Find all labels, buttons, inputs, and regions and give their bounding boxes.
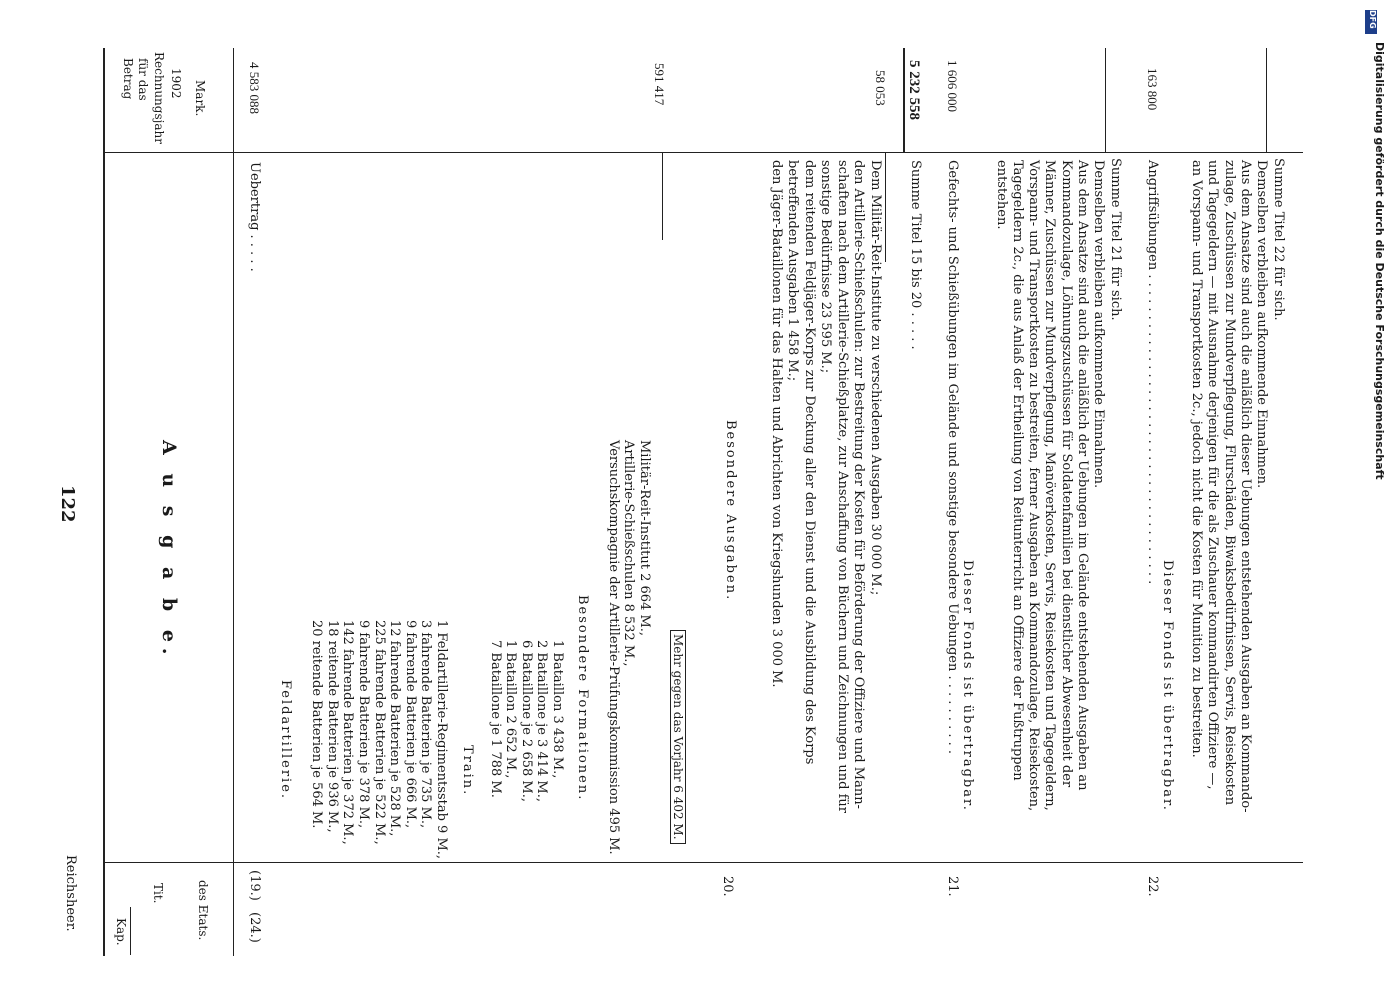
t21-line: Aus dem Ansatze sind auch die anläßlich der Uebungen im Gelände entstehenden Ausgaben an — [1074, 160, 1090, 791]
t22-line: und Tagegeldern — mit Ausnahme derjenigen für die als Zuschauer kommandirten Offiziere —, — [1205, 160, 1221, 790]
t22-line: an Vorspann- und Transportkosten 2c., jedoch nicht die Kosten für Munition zu bestreiten. — [1189, 160, 1205, 758]
feldartillerie-line: 3 fahrende Batterien je 735 M., — [418, 620, 434, 829]
summe-15-20-amount: 5 232 558 — [906, 60, 922, 120]
row19-kap: (24.) — [247, 912, 262, 943]
t22-line: Demselben verbleiben aufkommende Einnahmen. — [1254, 160, 1269, 489]
header-amount-label2: für das — [136, 58, 150, 101]
train-heading: Train. — [460, 745, 475, 797]
digitalization-note: Digitalisierung gefördert durch die Deutsche Forschungsgemeinschaft — [1373, 42, 1386, 480]
dfg-logo — [1365, 10, 1377, 34]
header-rule-inner — [233, 48, 234, 956]
amount-column-rule — [103, 152, 1303, 153]
t21-fonds: Dieser Fonds ist übertragbar. — [960, 560, 975, 812]
train-line: 7 Bataillone je 1 788 M. — [487, 640, 503, 798]
running-head: Reichsheer. — [63, 855, 78, 932]
t21-amount: 1 606 000 — [945, 60, 960, 112]
summe-21-label: Summe Titel 21 für sich. — [1108, 158, 1123, 321]
t20-sum-rule — [885, 152, 886, 262]
t21-line: entstehen. — [993, 160, 1009, 230]
summe-21-rule — [1105, 48, 1106, 152]
summe-22-label: Summe Titel 22 für sich. — [1271, 158, 1286, 321]
feldartillerie-line: 20 reitende Batterien je 564 M. — [309, 620, 325, 829]
header-rule — [103, 48, 105, 956]
t19-sum-rule — [662, 152, 663, 240]
tit-column-rule — [103, 862, 1303, 863]
t22-line: zulage, Zuschüssen zur Mundverpflegung, Flurschäden, Biwaksbedürfnissen, Servis, Reisekosten — [1221, 160, 1237, 806]
row20-tit: 20. — [720, 876, 735, 897]
t20-lines — [768, 160, 884, 860]
row21-tit: 21. — [945, 876, 960, 897]
section-title: A u s g a b e. — [158, 440, 180, 661]
besondere-line: Artillerie-Schießschulen 8 532 M., — [621, 440, 637, 667]
train-line: 1 Bataillon 3 438 M., — [550, 640, 565, 779]
t20-line: dem reitenden Feldjäger-Korps zur Deckung aller den Dienst und die Ausbildung des Korps — [802, 160, 817, 765]
t21-line: Kommandozulage, Löhnungszuschüssen für Soldatenfamilien bei dienstlicher Abwesenheit der — [1058, 160, 1074, 788]
t22-fonds: Dieser Fonds ist übertragbar. — [1160, 560, 1175, 812]
feldartillerie-line: 9 fahrende Batterien je 378 M., — [356, 620, 372, 829]
besondere-line: Versuchskompagnie der Artillerie-Prüfungskommission 495 M. — [605, 440, 621, 855]
t21-line: Tagegeldern 2c., die aus Anlaß der Ertheilung von Reitunterricht an Offiziere der Fußtruppen — [1009, 160, 1025, 781]
besondere-formationen-heading: Besondere Formationen. — [575, 595, 590, 802]
feldartillerie-line: 9 fahrende Batterien je 666 M., — [402, 620, 418, 829]
kap-tit-divider — [130, 907, 131, 955]
header-des-etats: des Etats. — [196, 880, 210, 941]
t22-amount: 163 800 — [1145, 68, 1160, 111]
header-amount-year: 1902 — [169, 68, 183, 99]
dfg-logo-text: DFG — [1368, 10, 1377, 29]
t21-lines — [993, 160, 1106, 860]
row22-tit: 22. — [1145, 876, 1160, 897]
summe-22-rule — [1266, 48, 1267, 152]
feldartillerie-line: 18 reitende Batterien je 936 M., — [324, 620, 340, 833]
besondere-lines — [605, 440, 652, 860]
t21-line: Demselben verbleiben aufkommende Einnahmen. — [1091, 160, 1106, 489]
mehr-note — [670, 630, 686, 844]
feldartillerie-line: 1 Feldartillerie-Regimentsstab 9 M., — [434, 620, 449, 860]
t20-amount: 58 053 — [873, 70, 888, 106]
header-kap: Kap. — [114, 918, 128, 946]
page-number: 122 — [57, 485, 78, 523]
t21-line: Männer, Zuschüssen zur Mundverpflegung, Manöverkosten, Servis, Reisekosten und Tagegeldern, — [1042, 160, 1058, 811]
t20-line: den Jäger-Bataillonen für das Halten und Abrichten von Kriegshunden 3 000 M. — [769, 160, 784, 688]
header-amount-label3: Rechnungsjahr — [152, 52, 166, 144]
train-line: 1 Bataillon 2 652 M., — [503, 640, 519, 779]
t22-title: Angriffsübungen . . . . . . . . . . . . . . . . . . . . . . . . . . . . . . . . . . . . . . — [1145, 160, 1160, 585]
train-line: 6 Bataillone je 2 658 M., — [518, 640, 534, 802]
besondere-ausgaben-heading: Besondere Ausgaben. — [723, 420, 738, 602]
t21-title: Gefechts- und Schießübungen im Gelände und sonstige besondere Uebungen . . . . . . . . . . — [945, 160, 960, 754]
train-line: 2 Bataillone je 3 414 M., — [534, 640, 550, 802]
t22-lines — [1188, 160, 1269, 860]
besondere-line: Militär-Reit-Institut 2 664 M., — [637, 440, 652, 637]
feldartillerie-line: 142 fahrende Batterien je 372 M., — [340, 620, 356, 845]
header-currency: Mark. — [193, 80, 207, 117]
feldartillerie-line: 12 fahrende Batterien je 528 M., — [387, 620, 403, 837]
t21-line: Vorspann- und Transportkosten zu bestreiten, ferner Ausgaben an Kommandozulage, Reisekosten, — [1026, 160, 1042, 812]
header-tit: Tit. — [151, 883, 165, 904]
feldartillerie-line: 225 fahrende Batterien je 522 M., — [371, 620, 387, 845]
t20-line: betreffenden Ausgaben 1 458 M.; — [785, 160, 801, 382]
t19-amount: 591 417 — [652, 63, 667, 106]
t20-line: den Artillerie-Schießschulen: zur Bestreitung der Kosten für Beförderung der Offiziere und Mann- — [851, 160, 867, 809]
train-lines — [487, 640, 565, 870]
feldartillerie-lines — [309, 620, 449, 880]
t20-line: Dem Militär-Reit-Institute zu verschiedenen Ausgaben 30 000 M.; — [868, 160, 883, 596]
summe-15-20-label: Summe Titel 15 bis 20 . . . . . — [908, 160, 923, 350]
row19-tit: (19.) — [247, 870, 262, 901]
uebertrag-label: Uebertrag . . . . . — [247, 162, 262, 272]
uebertrag-amount: 4 583 088 — [247, 62, 262, 114]
t20-line: sonstige Bedürfnisse 23 595 M.; — [818, 160, 834, 374]
t22-line: Aus dem Ansatze sind auch die anläßlich dieser Uebungen entstehenden Ausgaben an Kommando- — [1237, 160, 1253, 813]
t20-line: schaften nach dem Artillerie-Schießplatze, zur Anschaffung von Büchern und Zeichnungen und für — [835, 160, 850, 813]
header-amount-label: Betrag — [121, 58, 135, 100]
feldartillerie-heading: Feldartillerie. — [278, 680, 293, 801]
mehr-note-text: Mehr gegen das Vorjahr 6 402 M. — [671, 634, 685, 840]
